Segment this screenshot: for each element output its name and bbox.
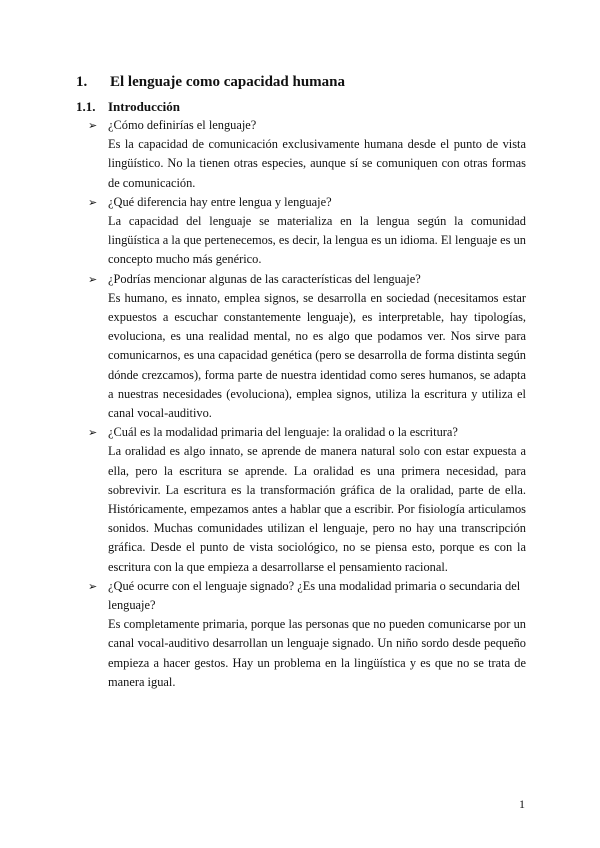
answer-text: Es humano, es innato, emplea signos, se desarrolla en sociedad (necesitamos estar expuestos a escuchar constantemente lenguaje), es interpretable, hay tipologías, evoluciona, es una realidad mental, no es algo que podamos ver. Nos sirve para comunicarnos, es una capacidad genética (pero se desarrolla de forma distinta según dónde crezcamos), forma parte de nuestra identidad como seres humanos, se adapta a nuestras necesidades (evoluciona), emplea signos, utiliza la escritura y utiliza el canal vocal-auditivo. <box>108 290 526 421</box>
question <box>86 423 526 442</box>
arrow-bullet-icon: ➢ <box>88 195 98 209</box>
answer-text: Es completamente primaria, porque las personas que no pueden comunicarse por un canal vocal-auditivo desarrollan un lenguaje signado. Un niño sordo desde pequeño empieza a hacer gestos. Hay un problema en la lingüística y es que no se trata de manera igual. <box>108 617 526 689</box>
question-text: ¿Cuál es la modalidad primaria del lenguaje: la oralidad o la escritura? <box>108 425 458 440</box>
answer-text: Es la capacidad de comunicación exclusivamente humana desde el punto de vista lingüístico. No la tienen otras especies, aunque sí se comuniquen con otras formas de comunicación. <box>108 137 526 190</box>
question <box>86 270 526 289</box>
question-text: ¿Podrías mencionar algunas de las características del lenguaje? <box>108 271 421 286</box>
arrow-bullet-icon: ➢ <box>88 119 98 132</box>
section-title: El lenguaje como capacidad humana <box>110 74 346 90</box>
question <box>86 116 526 135</box>
qa-item <box>86 193 526 270</box>
page-number: 1 <box>519 797 525 811</box>
question <box>86 193 526 212</box>
subsection-number: 1.1. <box>76 99 96 114</box>
subsection-title: Introducción <box>108 99 180 114</box>
answer-text: La capacidad del lenguaje se materializa en la lengua según la comunidad lingüística a la que pertenecemos, es decir, la lengua es un idioma. El lenguaje es un concepto mucho más genérico. <box>108 214 526 267</box>
question-text: ¿Cómo definirías el lenguaje? <box>108 118 257 132</box>
qa-list <box>86 116 526 692</box>
arrow-bullet-icon: ➢ <box>88 272 98 286</box>
qa-item <box>86 577 526 692</box>
qa-item <box>86 116 526 193</box>
question <box>86 577 526 615</box>
section-number: 1. <box>76 74 88 90</box>
qa-item <box>86 270 526 424</box>
question-text: ¿Qué diferencia hay entre lengua y lenguaje? <box>108 194 332 209</box>
qa-item <box>86 423 526 577</box>
answer-text: La oralidad es algo innato, se aprende de manera natural solo con estar expuesta a ella, pero la escritura se aprende. La oralidad es una primera necesidad, para sobrevivir. La escritura es la transformación gráfica de la oralidad, parte de ella. Históricamente, empezamos antes a hablar que a escribir. Por fisiología articulamos sonidos. Muchas comunidades utilizan el lenguaje, pero no hay una transcripción gráfica. Desde el punto de vista sociológico, no se piensa esto, porque es con la escritura con la que empieza a desarrollarse el pensamiento racional. <box>108 444 526 574</box>
arrow-bullet-icon: ➢ <box>88 579 98 593</box>
arrow-bullet-icon: ➢ <box>88 426 98 440</box>
section-heading <box>76 74 345 91</box>
subsection-heading <box>76 99 180 115</box>
question-text: ¿Qué ocurre con el lenguaje signado? ¿Es una modalidad primaria o secundaria del lenguaje? <box>108 578 521 613</box>
